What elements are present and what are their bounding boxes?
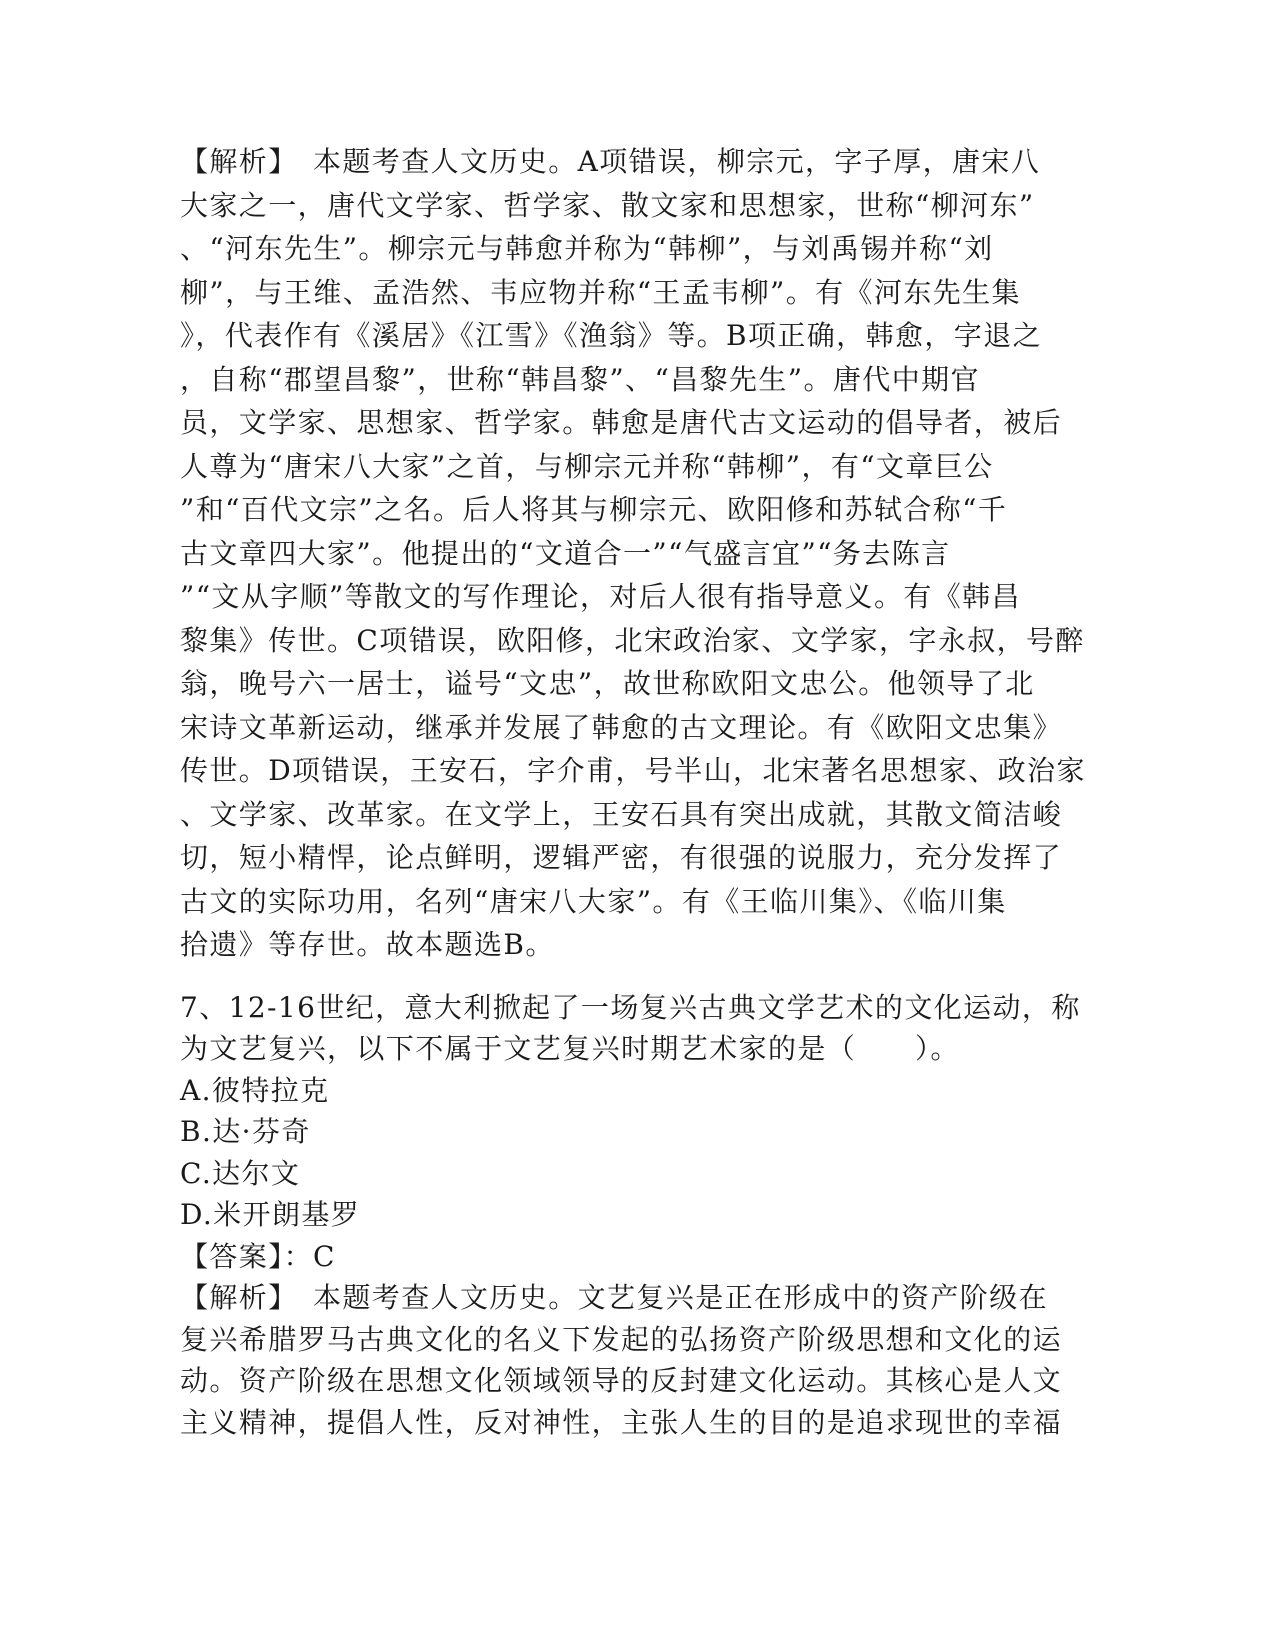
analysis-line: 柳”，与王维、孟浩然、韦应物并称“王孟韦柳”。有《河东先生集	[180, 275, 1021, 309]
analysis-line: 【解析】 本题考查人文历史。文艺复兴是正在形成中的资产阶级在	[180, 1281, 1049, 1314]
analysis-line: 》，代表作有《溪居》《江雪》《渔翁》等。B项正确，韩愈，字退之	[180, 319, 1042, 352]
analysis-line: 大家之一，唐代文学家、哲学家、散文家和思想家，世称“柳河东”	[180, 188, 1035, 222]
option-d: D.米开朗基罗	[180, 1198, 361, 1231]
analysis-line: 宋诗文革新运动，继承并发展了韩愈的古文理论。有《欧阳文忠集》	[180, 710, 1063, 744]
previous-analysis	[180, 140, 1086, 967]
analysis-line: 动。资产阶级在思想文化领域领导的反封建文化运动。其核心是人文	[180, 1364, 1063, 1397]
analysis-line: 、“河东先生”。柳宗元与韩愈并称为“韩柳”，与刘禹锡并称“刘	[180, 232, 994, 265]
document-page	[180, 140, 1086, 1443]
analysis-line: 员，文学家、思想家、哲学家。韩愈是唐代古文运动的倡导者，被后	[180, 406, 1063, 439]
analysis-line: 翁，晚号六一居士，谥号“文忠”，故世称欧阳文忠公。他领导了北	[180, 667, 1035, 700]
question-7	[180, 987, 1081, 1444]
answer-line: 【答案】：C	[180, 1239, 336, 1273]
analysis-line: 切，短小精悍，论点鲜明，逻辑严密，有很强的说服力，充分发挥了	[180, 841, 1063, 874]
analysis-line: 古文的实际功用，名列“唐宋八大家”。有《王临川集》、《临川集	[180, 884, 1007, 918]
question-stem-line: 7、12-16世纪，意大利掀起了一场复兴古典文学艺术的文化运动，称	[180, 990, 1081, 1024]
analysis-line: 古文章四大家”。他提出的“文道合一”“气盛言宜”“务去陈言	[180, 536, 951, 570]
paragraph-gap	[180, 967, 1050, 987]
analysis-line: ”和“百代文宗”之名。后人将其与柳宗元、欧阳修和苏轼合称“千	[180, 493, 1008, 526]
analysis-line: 传世。D项错误，王安石，字介甫，号半山，北宋著名思想家、政治家	[180, 754, 1086, 787]
analysis-line: 拾遗》等存世。故本题选B。	[180, 928, 555, 961]
option-c: C.达尔文	[180, 1156, 301, 1190]
analysis-line: 【解析】 本题考查人文历史。A项错误，柳宗元，字子厚，唐宋八	[180, 145, 1041, 178]
analysis-line: ”“文从字顺”等散文的写作理论，对后人很有指导意义。有《韩昌	[180, 580, 1021, 613]
question-stem-line: 为文艺复兴，以下不属于文艺复兴时期艺术家的是（ ）。	[180, 1032, 960, 1065]
option-b: B.达·芬奇	[180, 1115, 311, 1148]
analysis-line: 黎集》传世。C项错误，欧阳修，北宋政治家、文学家，字永叔，号醉	[180, 623, 1085, 657]
option-a: A.彼特拉克	[180, 1073, 330, 1107]
analysis-line: ，自称“郡望昌黎”，世称“韩昌黎”、“昌黎先生”。唐代中期官	[180, 362, 980, 396]
analysis-line: 人尊为“唐宋八大家”之首，与柳宗元并称“韩柳”，有“文章巨公	[180, 449, 994, 483]
analysis-line: 复兴希腊罗马古典文化的名义下发起的弘扬资产阶级思想和文化的运	[180, 1322, 1063, 1356]
analysis-line: 主义精神，提倡人性，反对神性，主张人生的目的是追求现世的幸福	[180, 1405, 1063, 1439]
analysis-line: 、文学家、改革家。在文学上，王安石具有突出成就，其散文简洁峻	[180, 797, 1063, 831]
